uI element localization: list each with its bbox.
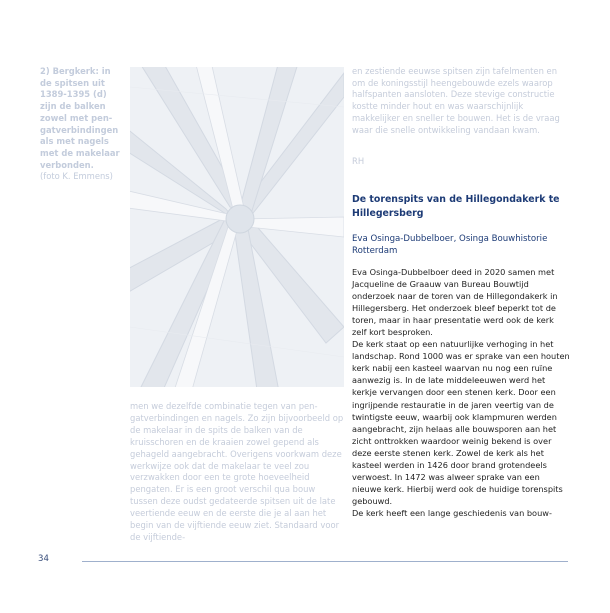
left-column-text: men we dezelfde combinatie tegen van pen-gatverbindingen en nagels. Zo zijn bijvoorbeeld op de makelaar in de spits de balken van de kruisschoren en de kraaien zowel gepend als gehageld aangebracht. Overigens voorkwam deze werkwijze ook dat de makelaar te veel zou verzwakken door een te grote hoeveelheid pengaten. Er is een groot verschil qua bouw tussen deze oudst gedateerde spitsen uit de late veertiende eeuw en de eerste die je al aan het begin van de vijftiende eeuw ziet. Standaard voor de vijftiende- [130,401,344,542]
timber-spire-photo [130,67,344,387]
caption-credit: (foto K. Emmens) [40,171,113,182]
author-initials: RH [352,156,365,166]
right-column-upper-text: en zestiende eeuwse spitsen zijn tafelmenten en om de koningsstijl heengebouwde ezels waarop halfspanten aansloten. Deze stevige constructie kostte minder hout en was waarschijnlijk makkelijker en sneller te bouwen. Het is de vraag waar die snelle ontwikkeling vandaan kwam. [352,66,560,135]
page-number: 34 [38,554,49,564]
caption-text: 2) Bergkerk: in de spitsen uit 1389-1395 (d) zijn de balken zowel met pen-gatverbindingen als met nagels met de makelaar verbonden. [40,66,120,170]
article-author: Eva Osinga-Dubbelboer, Osinga Bouwhistorie Rotterdam [352,234,548,257]
body-paragraph-3: De kerk heeft een lange geschiedenis van bouw- [352,507,552,518]
article-body [352,266,570,519]
article-title: De torenspits van de Hillegondakerk te Hillegersberg [352,194,560,219]
body-paragraph-2: De kerk staat op een natuurlijke verhoging in het landschap. Rond 1000 was er sprake van een houten kerk nabij een kasteel waarvan nu nog een ruïne aanwezig is. In de late middeleeuwen werd het kerkje vervangen door een stenen kerk. Door een ingrijpende restauratie in de jaren veertig van de twintigste eeuw, waarbij ook klampmuren werden aangebracht, zijn helaas alle bouwsporen aan het zicht onttrokken waardoor weinig bekend is over deze eerste stenen kerk. Zowel de kerk als het kasteel werden in 1426 door brand grotendeels verwoest. In 1472 was alweer sprake van een nieuwe kerk. Hierbij werd ook de huidige torenspits gebouwd. [352,339,570,506]
footer-divider [82,561,568,562]
body-paragraph-1: Eva Osinga-Dubbelboer deed in 2020 samen met Jacqueline de Graauw van Bureau Bouwtijd onderzoek naar de toren van de Hillegondakerk in Hillegersberg. Het onderzoek bleef beperkt tot de toren, maar in haar presentatie werd ook de kerk zelf kort besproken. [352,267,558,338]
photo-caption [40,66,124,183]
timber-spire-photo-icon [130,67,344,387]
